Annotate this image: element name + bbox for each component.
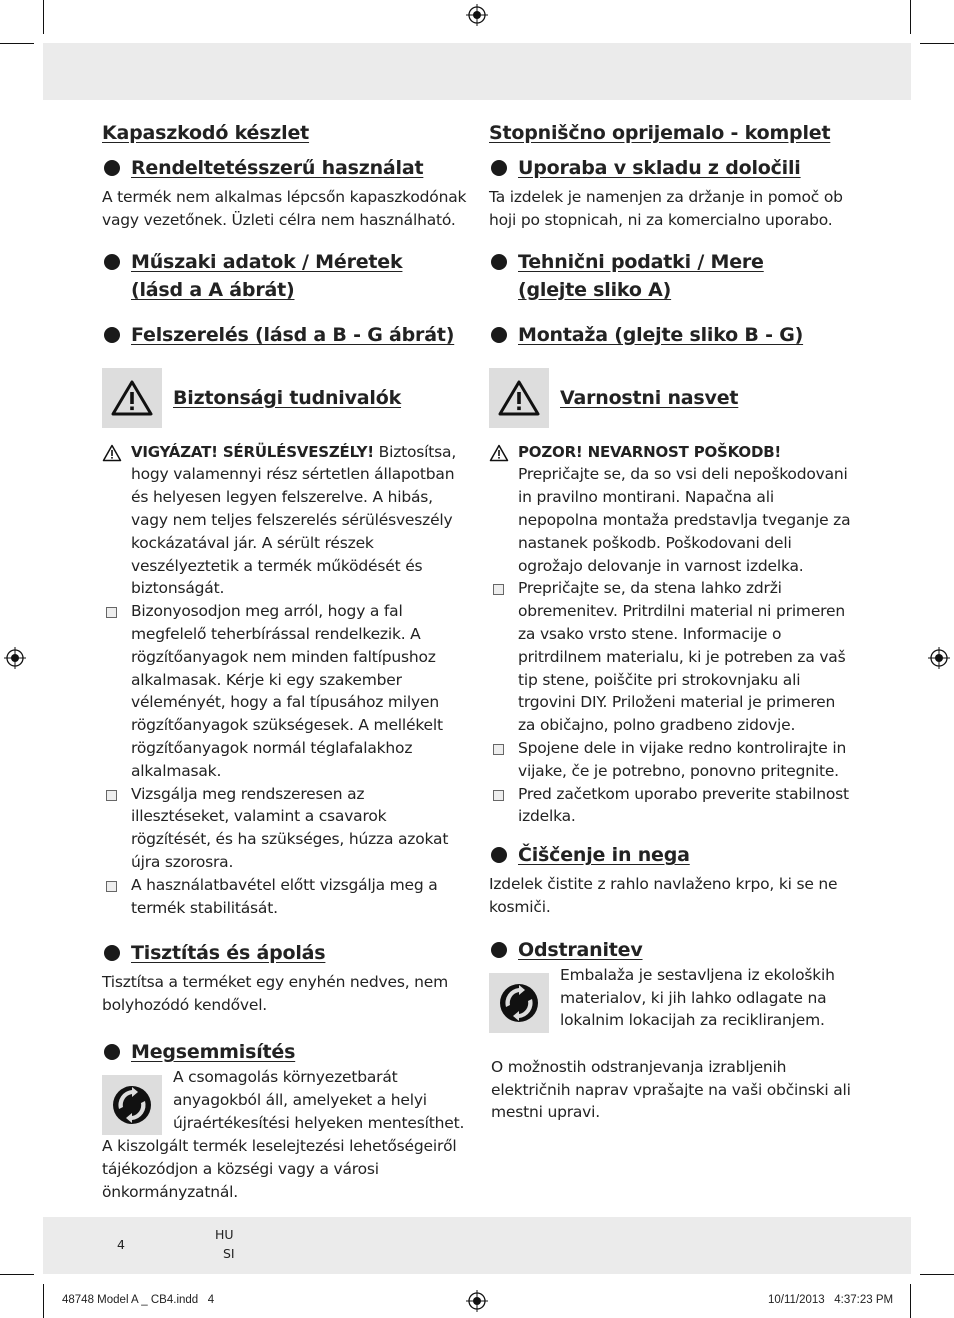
heading-text: Odstranitev: [518, 938, 643, 961]
square-bullet-icon: [493, 584, 504, 595]
bullet-dot-icon: [104, 1044, 120, 1060]
paragraph: Ta izdelek je namenjen za držanje in pomoč ob hoji po stopnicah, ni za komercialno uporabo.: [489, 188, 843, 229]
paragraph: A csomagolás környezetbarát anyagokból áll, amelyeket a helyi újraértékesítési helyeken mentesíthet.: [173, 1067, 465, 1132]
timestamp-slug: 10/11/2013 4:37:23 PM: [768, 1294, 894, 1306]
recycle-box: [102, 1075, 162, 1135]
crop-mark: [910, 1284, 911, 1318]
bullet-dot-icon: [491, 942, 507, 958]
crop-mark: [920, 43, 954, 44]
section-title: Stopniščno oprijemalo - komplet: [489, 122, 831, 144]
list-item: Prepričajte se, da stena lahko zdrži obremenitev. Pritrdilni material ni primeren za vsako vrsto stene. Informacije o pritrdilnem materialu, ki je potreben za vaš tip stene, poiščite pri strokovnjaku ali trgovini DIY. Priloženi material je primeren za običajno, polno gradbeno zidovje.: [489, 577, 854, 737]
heading-text: Montaža (glejte sliko B - G): [518, 323, 804, 346]
warning-triangle-icon: [489, 444, 509, 462]
language-code: HU: [215, 1227, 234, 1242]
heading-text: (glejte sliko A): [518, 278, 672, 301]
section-heading: [102, 154, 467, 182]
heading-text: Čiščenje in nega: [518, 844, 690, 867]
registration-mark-icon: [466, 1290, 488, 1312]
square-bullet-icon: [493, 790, 504, 801]
crop-mark: [43, 0, 44, 34]
safety-heading: Biztonsági tudnivalók: [173, 386, 402, 409]
bullet-dot-icon: [104, 254, 120, 270]
heading-text: Rendeltetésszerű használat: [131, 157, 424, 179]
warning-triangle-icon: [102, 444, 122, 462]
right-column: [489, 120, 854, 1124]
section-heading: [102, 1038, 467, 1066]
file-slug: 48748 Model A _ CB4.indd 4: [62, 1294, 215, 1306]
section-title: Kapaszkodó készlet: [102, 122, 310, 144]
square-bullet-icon: [106, 790, 117, 801]
heading-text: Tisztítás és ápolás: [131, 942, 326, 965]
paragraph: Izdelek čistite z rahlo navlaženo krpo, ki se ne kosmiči.: [489, 875, 838, 916]
warning-text: Biztosítsa, hogy valamennyi rész sértetlen állapotban és helyesen legyen felszerelve. A hibás, vagy nem teljes felszerelés sérülésveszély kockázatával jár. A sérült részek veszélyeztetik a termék működését és biztonságát.: [131, 442, 457, 598]
language-code: SI: [223, 1246, 235, 1261]
warning-lead: VIGYÁZAT! SÉRÜLÉSVESZÉLY!: [131, 442, 374, 461]
crop-mark: [910, 0, 911, 34]
bullet-dot-icon: [104, 327, 120, 343]
warning-item: [489, 441, 854, 578]
heading-text: Tehnični podatki / Mere: [518, 250, 764, 273]
heading-text: Felszerelés (lásd a B - G ábrát): [131, 323, 455, 346]
bullet-dot-icon: [491, 160, 507, 176]
registration-mark-icon: [4, 647, 26, 669]
list-item: Spojene dele in vijake redno kontrolirajte in vijake, če je potrebno, ponovno pritegnite.: [489, 737, 854, 783]
recycle-block: [102, 1067, 467, 1135]
page-number: 4: [117, 1237, 125, 1252]
section-heading: [489, 248, 854, 304]
heading-text: Uporaba v skladu z določili: [518, 157, 801, 179]
warning-lead: POZOR! NEVARNOST POŠKODB!: [518, 442, 782, 461]
header-band: [43, 43, 911, 100]
section-heading: [489, 154, 854, 182]
bullet-dot-icon: [491, 254, 507, 270]
bullet-dot-icon: [104, 945, 120, 961]
recycle-box: [489, 973, 549, 1033]
recycle-block: [489, 965, 854, 1033]
bullet-dot-icon: [491, 847, 507, 863]
safety-box: [489, 368, 854, 428]
section-heading: [489, 841, 854, 869]
paragraph: Tisztítsa a terméket egy enyhén nedves, nem bolyhozódó kendővel.: [102, 973, 449, 1015]
registration-mark-icon: [466, 4, 488, 26]
warning-triangle-icon: [110, 379, 154, 417]
footer-band: [43, 1217, 911, 1274]
section-heading: [102, 939, 467, 967]
square-bullet-icon: [106, 881, 117, 892]
safety-box: [102, 368, 467, 428]
left-column: [102, 120, 467, 1203]
heading-text: Műszaki adatok / Méretek: [131, 250, 403, 273]
crop-mark: [0, 1274, 34, 1275]
warning-triangle-icon: [497, 379, 541, 417]
list-item: Bizonyosodjon meg arról, hogy a fal megfelelő teherbírással rendelkezik. A rögzítőanyagok nem minden faltípushoz alkalmasak. Kérje ki egy szakember véleményét, hogy a fal típusához milyen rögzítőanyagok szükségesek. A mellékelt rögzítőanyagok normál téglafalakhoz alkalmasak.: [102, 600, 467, 782]
crop-mark: [43, 1284, 44, 1318]
recycle-icon: [110, 1083, 154, 1127]
warning-box-icon: [489, 368, 549, 428]
section-heading: [489, 936, 854, 964]
list-item: Pred začetkom uporabo preverite stabilnost izdelka.: [489, 783, 854, 829]
recycle-icon: [497, 981, 541, 1025]
section-heading: [102, 248, 467, 304]
warning-text: Prepričajte se, da so vsi deli nepoškodovani in pravilno montirani. Napačna ali nepopolna montaža predstavlja tveganje za nastanek poškodb. Poškodovani deli ogrožajo delovanje in varnost izdelka.: [518, 465, 851, 575]
square-bullet-icon: [106, 607, 117, 618]
paragraph: O možnostih odstranjevanja izrabljenih električnih naprav vprašajte na vaši občinski ali mestni upravi.: [491, 1057, 851, 1122]
bullet-dot-icon: [104, 160, 120, 176]
crop-mark: [0, 43, 34, 44]
crop-mark: [920, 1274, 954, 1275]
paragraph: Embalaža je sestavljena iz ekoloških materialov, ki jih lahko odlagate na lokalnim lokacijah za recikliranjem.: [560, 965, 835, 1030]
square-bullet-icon: [493, 744, 504, 755]
section-heading: [102, 321, 467, 349]
paragraph: A kiszolgált termék leselejtezési lehetőségeiről tájékozódjon a községi vagy a városi önkormányzatnál.: [102, 1136, 457, 1201]
bullet-dot-icon: [491, 327, 507, 343]
warning-box-icon: [102, 368, 162, 428]
section-heading: [489, 321, 854, 349]
list-item: Vizsgálja meg rendszeresen az illesztéseket, valamint a csavarok rögzítését, és ha szükséges, húzza azokat újra szorosra.: [102, 783, 467, 874]
safety-heading: Varnostni nasvet: [560, 386, 739, 409]
paragraph: A termék nem alkalmas lépcsőn kapaszkodónak vagy vezetőnek. Üzleti célra nem használható.: [102, 188, 467, 229]
list-item: A használatbavétel előtt vizsgálja meg a termék stabilitását.: [102, 874, 467, 920]
warning-item: [102, 441, 467, 601]
registration-mark-icon: [928, 647, 950, 669]
heading-text: (lásd a A ábrát): [131, 278, 295, 301]
heading-text: Megsemmisítés: [131, 1040, 296, 1063]
